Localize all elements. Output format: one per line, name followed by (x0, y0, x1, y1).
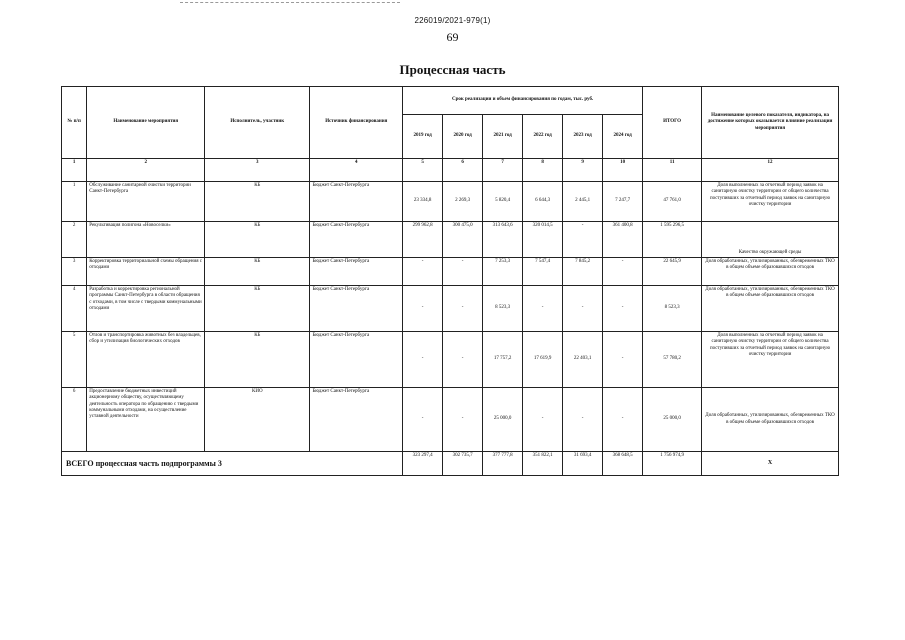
row-value-2020: 2 269,3 (443, 182, 483, 222)
row-num: 1 (62, 182, 87, 222)
row-executor: КБ (205, 222, 310, 258)
row-executor: КБ (205, 286, 310, 332)
row-value-2024: - (603, 258, 643, 286)
row-value-2024: - (603, 286, 643, 332)
row-value-2024: 361 400,8 (603, 222, 643, 258)
row-num: 3 (62, 258, 87, 286)
row-total: 57 780,2 (643, 332, 702, 388)
row-executor: КБ (205, 332, 310, 388)
total-value-2019: 323 297,4 (403, 452, 443, 476)
row-value-2023: 2 445,1 (563, 182, 603, 222)
total-indicator: X (702, 452, 839, 476)
row-executor: КБ (205, 258, 310, 286)
row-total: 8 523,3 (643, 286, 702, 332)
table-row (62, 286, 839, 332)
row-value-2019: - (403, 332, 443, 388)
header-name: Наименование мероприятия (87, 87, 205, 159)
row-value-2021: 25 000,0 (483, 388, 523, 452)
table-row (62, 258, 839, 286)
scan-artifact-line (180, 2, 400, 4)
row-source: Бюджет Санкт-Петербурга (310, 332, 403, 388)
total-row-label: ВСЕГО процессная часть подпрограммы 3 (62, 452, 403, 476)
header-year-2023: 2023 год (563, 115, 603, 159)
table-row (62, 332, 839, 388)
row-name: Предоставление бюджетных инвестиций акционерному обществу, осуществляющему деятельность оператора по обращению с твердыми коммунальными отходами, на осуществление уставной деятельности (87, 388, 205, 452)
header-indicator: Наименование целевого показателя, индикатора, на достижение которых оказывается влияние реализации мероприятия (702, 87, 839, 159)
total-value-sum: 1 756 974,9 (643, 452, 702, 476)
row-value-2020: - (443, 286, 483, 332)
table-row (62, 388, 839, 452)
row-value-2019: - (403, 258, 443, 286)
col-number: 1 (62, 159, 87, 182)
row-name: Отлов и транспортировка животных без владельцев, сбор и утилизация биологических отходов (87, 332, 205, 388)
row-num: 4 (62, 286, 87, 332)
row-value-2019: - (403, 286, 443, 332)
row-indicator: Доля обработанных, утилизированных, обезвреженных ТКО в общем объеме образовавшихся отходов (702, 286, 839, 332)
row-executor: КБ (205, 182, 310, 222)
total-value-2020: 302 735,7 (443, 452, 483, 476)
row-indicator: Качество окружающей среды (702, 222, 839, 258)
total-value-2021: 377 777,8 (483, 452, 523, 476)
row-source: Бюджет Санкт-Петербурга (310, 388, 403, 452)
row-value-2022: 17 619,9 (523, 332, 563, 388)
row-value-2024: 7 247,7 (603, 182, 643, 222)
row-indicator: Доля выполненных за отчетный период заявок на санитарную очистку территории от общего количества поступивших за отчетный период заявок на санитарную очистку территории (702, 332, 839, 388)
header-year-2019: 2019 год (403, 115, 443, 159)
row-value-2019: 299 962,8 (403, 222, 443, 258)
row-value-2019: 23 334,8 (403, 182, 443, 222)
row-executor: КИО (205, 388, 310, 452)
row-value-2021: 7 253,3 (483, 258, 523, 286)
row-name: Рекультивация полигона «Новоселки» (87, 222, 205, 258)
row-total: 47 761,0 (643, 182, 702, 222)
column-number-row (62, 159, 839, 182)
col-number: 3 (205, 159, 310, 182)
row-value-2024: - (603, 388, 643, 452)
row-indicator: Доля обработанных, утилизированных, обезвреженных ТКО в общем объеме образовавшихся отходов (702, 388, 839, 452)
row-name: Корректировка территориальной схемы обращения с отходами (87, 258, 205, 286)
total-row (62, 452, 839, 476)
col-number: 12 (702, 159, 839, 182)
col-number: 8 (523, 159, 563, 182)
row-source: Бюджет Санкт-Петербурга (310, 182, 403, 222)
row-value-2022: 6 644,3 (523, 182, 563, 222)
row-value-2021: 8 523,3 (483, 286, 523, 332)
row-source: Бюджет Санкт-Петербурга (310, 222, 403, 258)
header-total: ИТОГО (643, 87, 702, 159)
row-value-2022: - (523, 286, 563, 332)
row-num: 6 (62, 388, 87, 452)
row-value-2023: - (563, 286, 603, 332)
row-value-2021: 313 643,6 (483, 222, 523, 258)
header-year-2022: 2022 год (523, 115, 563, 159)
row-source: Бюджет Санкт-Петербурга (310, 286, 403, 332)
row-value-2022: 7 547,4 (523, 258, 563, 286)
document-id: 226019/2021-979(1) (414, 16, 491, 25)
row-value-2020: - (443, 388, 483, 452)
col-number: 4 (310, 159, 403, 182)
row-name: Обслуживание санитарной очистки территории Санкт-Петербурга (87, 182, 205, 222)
col-number: 10 (603, 159, 643, 182)
col-number: 7 (483, 159, 523, 182)
row-num: 5 (62, 332, 87, 388)
row-value-2022: 320 014,5 (523, 222, 563, 258)
row-value-2020: - (443, 258, 483, 286)
row-name: Разработка и корректировка региональной программы Санкт-Петербурга в области обращения с отходами, в том числе с твердыми коммунальными отходами (87, 286, 205, 332)
table-row (62, 222, 839, 258)
col-number: 5 (403, 159, 443, 182)
row-source: Бюджет Санкт-Петербурга (310, 258, 403, 286)
row-value-2021: 5 820,4 (483, 182, 523, 222)
row-value-2019: - (403, 388, 443, 452)
row-value-2020: 300 475,0 (443, 222, 483, 258)
row-indicator: Доля выполненных за отчетный период заявок на санитарную очистку территории от общего количества поступивших за отчетный период заявок на санитарную очистку территории (702, 182, 839, 222)
row-value-2023: - (563, 222, 603, 258)
col-number: 6 (443, 159, 483, 182)
header-num: № п/п (62, 87, 87, 159)
header-period-group: Срок реализации и объем финансирования по годам, тыс. руб. (403, 87, 643, 115)
total-value-2022: 351 822,1 (523, 452, 563, 476)
col-number: 11 (643, 159, 702, 182)
header-source: Источник финансирования (310, 87, 403, 159)
row-value-2021: 17 757,2 (483, 332, 523, 388)
total-value-2024: 368 648,5 (603, 452, 643, 476)
total-value-2023: 31 693,4 (563, 452, 603, 476)
col-number: 9 (563, 159, 603, 182)
table-row (62, 182, 839, 222)
row-num: 2 (62, 222, 87, 258)
row-value-2024: - (603, 332, 643, 388)
page-number: 69 (446, 30, 459, 44)
header-year-2024: 2024 год (603, 115, 643, 159)
row-value-2023: 22 403,1 (563, 332, 603, 388)
row-indicator: Доля обработанных, утилизированных, обезвреженных ТКО в общем объеме образовавшихся отходов (702, 258, 839, 286)
row-total: 1 595 296,5 (643, 222, 702, 258)
row-value-2023: - (563, 388, 603, 452)
row-total: 22 645,9 (643, 258, 702, 286)
row-value-2023: 7 845,2 (563, 258, 603, 286)
financing-table (61, 86, 839, 476)
header-executor: Исполнитель, участник (205, 87, 310, 159)
row-value-2022: - (523, 388, 563, 452)
col-number: 2 (87, 159, 205, 182)
row-value-2020: - (443, 332, 483, 388)
header-year-2021: 2021 год (483, 115, 523, 159)
page-title: Процессная часть (399, 62, 506, 77)
row-total: 25 000,0 (643, 388, 702, 452)
header-year-2020: 2020 год (443, 115, 483, 159)
